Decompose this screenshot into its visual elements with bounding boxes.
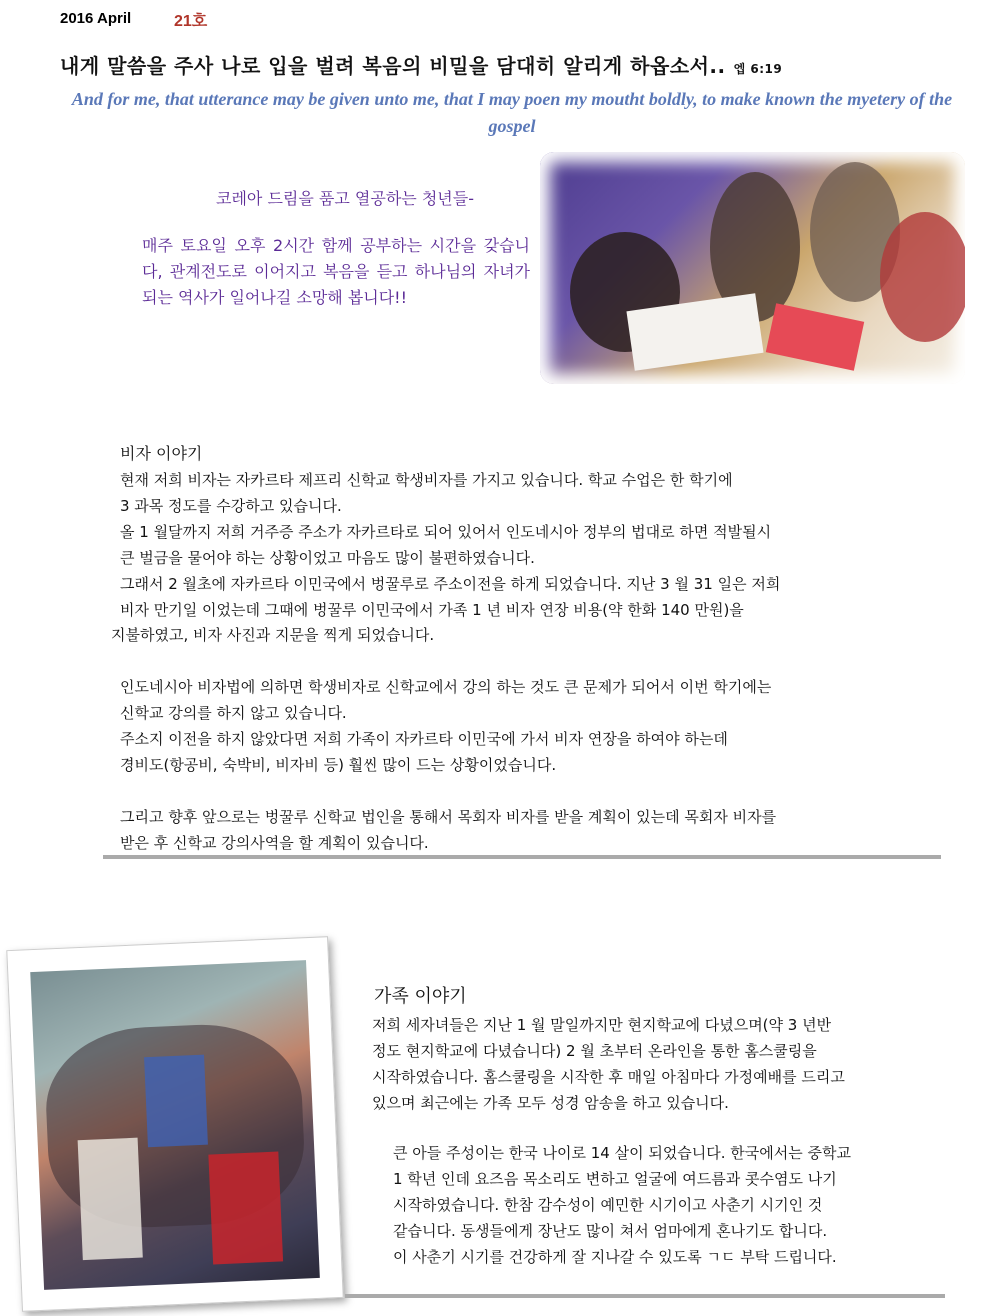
family-line: 시작하였습니다. 한참 감수성이 예민한 시기이고 사춘기 시기인 것 — [393, 1196, 823, 1214]
youth-text: 매주 토요일 오후 2시간 함께 공부하는 시간을 갖습니다, 관계전도로 이어지고 복음을 듣고 하나님의 자녀가 되는 역사가 일어나길 소망해 봅니다!! — [142, 236, 530, 307]
visa-line: 주소지 이전을 하지 않았다면 저희 가족이 자카르타 이민국에 가서 비자 연장을 하여야 하는데 — [120, 730, 728, 748]
photo-figure — [144, 1055, 208, 1148]
visa-line: 큰 벌금을 물어야 하는 상황이었고 마음도 많이 불편하였습니다. — [120, 549, 535, 567]
visa-line: 지불하였고, 비자 사진과 지문을 찍게 되었습니다. — [111, 626, 435, 644]
visa-line: 경비도(항공비, 숙박비, 비자비 등) 훨씬 많이 드는 상황이었습니다. — [120, 756, 557, 774]
issue-number: 21호 — [174, 13, 208, 30]
section-divider — [345, 1294, 945, 1298]
photo-folder — [766, 303, 864, 371]
family-line: 큰 아들 주성이는 한국 나이로 14 살이 되었습니다. 한국에서는 중학교 — [393, 1144, 852, 1162]
visa-line: 비자 만기일 이었는데 그때에 벙꿀루 이민국에서 가족 1 년 비자 연장 비용(약 한화 140 만원)을 — [120, 601, 744, 619]
photo-figure — [880, 212, 965, 342]
visa-title: 비자 이야기 — [120, 444, 203, 463]
visa-line: 받은 후 신학교 강의사역을 할 계획이 있습니다. — [120, 834, 429, 852]
visa-line: 3 과목 정도를 수강하고 있습니다. — [120, 497, 342, 515]
visa-line: 올 1 월달까지 저희 거주증 주소가 자카르타로 되어 있어서 인도네시아 정부의 법대로 하면 적발될시 — [120, 523, 772, 541]
photo-figure — [208, 1152, 283, 1265]
family-line: 시작하였습니다. 홈스쿨링을 시작한 후 매일 아침마다 가정예배를 드리고 — [372, 1068, 845, 1086]
family-title: 가족 이야기 — [374, 986, 467, 1007]
visa-line: 현재 저희 비자는 자카르타 제프리 신학교 학생비자를 가지고 있습니다. 학교 수업은 한 학기에 — [120, 471, 733, 489]
newsletter-date: 2016 April — [60, 10, 132, 27]
photo-figure — [78, 1138, 143, 1261]
section-divider — [103, 855, 941, 859]
youth-study-photo — [540, 152, 965, 384]
family-line: 있으며 최근에는 가족 모두 성경 암송을 하고 있습니다. — [372, 1094, 729, 1112]
family-line: 같습니다. 동생들에게 장난도 많이 쳐서 엄마에게 혼나기도 합니다. — [393, 1222, 828, 1240]
visa-line: 신학교 강의를 하지 않고 있습니다. — [120, 704, 347, 722]
family-line: 저희 세자녀들은 지난 1 월 말일까지만 현지학교에 다녔으며(약 3 년반 — [372, 1016, 832, 1034]
verse-english: And for me, that utterance may be given unto me, that I may poen my moutht boldly, to make known the myetery of the gospel — [71, 89, 953, 136]
family-line: 정도 현지학교에 다녔습니다) 2 월 초부터 온라인을 통한 홈스쿨링을 — [372, 1042, 817, 1060]
family-photo-frame — [6, 936, 343, 1312]
visa-line: 그래서 2 월초에 자카르타 이민국에서 벙꿀루로 주소이전을 하게 되었습니다. 지난 3 월 31 일은 저희 — [120, 575, 781, 593]
family-group-photo — [30, 960, 320, 1290]
family-line: 1 학년 인데 요즈음 목소리도 변하고 얼굴에 여드름과 콧수염도 나기 — [393, 1170, 837, 1188]
youth-section — [140, 186, 530, 311]
youth-title: 코레아 드림을 품고 열공하는 청년들- — [216, 189, 474, 208]
visa-line: 그리고 향후 앞으로는 벙꿀루 신학교 법인을 통해서 목회자 비자를 받을 계획이 있는데 목회자 비자를 — [120, 808, 777, 826]
verse-korean-text: 내게 말씀을 주사 나로 입을 벌려 복음의 비밀을 담대히 알리게 하옵소서.. — [60, 54, 726, 78]
verse-korean — [60, 50, 980, 79]
visa-line: 인도네시아 비자법에 의하면 학생비자로 신학교에서 강의 하는 것도 큰 문제가 되어서 이번 학기에는 — [120, 678, 772, 696]
verse-reference: 엡 6:19 — [733, 62, 783, 76]
family-line: 이 사춘기 시기를 건강하게 잘 지나갈 수 있도록 ㄱㄷ 부탁 드립니다. — [393, 1248, 837, 1266]
